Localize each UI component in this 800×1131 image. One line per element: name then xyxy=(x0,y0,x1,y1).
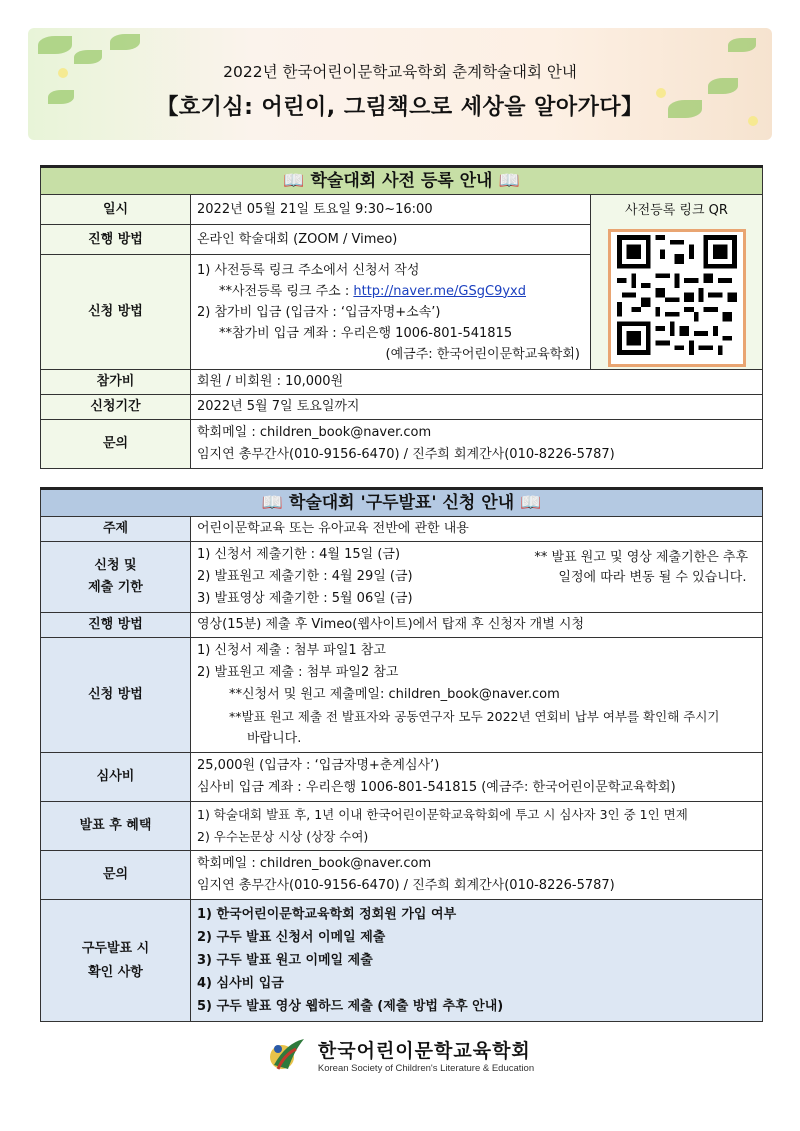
review-fee-label: 심사비 xyxy=(41,753,191,802)
deadline-label: 신청 및 제출 기한 xyxy=(41,542,191,613)
check-item: 1) 한국어린이문학교육학회 정회원 가입 여부 xyxy=(197,907,457,922)
presentation-apply-value: 1) 신청서 제출 : 첨부 파일1 참고 2) 발표원고 제출 : 첨부 파일2 참고 **신청서 및 원고 제출메일: children_book@naver.com **발표 원고 제출 전 발표자와 공동연구자 모두 2022년 연회비 납부 여부를 확인해 주시기 바랍니다. xyxy=(191,638,763,753)
check-list xyxy=(191,900,763,1022)
review-fee-value: 25,000원 (입금자 : ‘입금자명+춘계심사’) 심사비 입금 계좌 : 우리은행 1006-801-541815 (예금주: 한국어린이문학교육학회) xyxy=(191,753,763,802)
org-name-korean: 한국어린이문학교육학회 xyxy=(317,1040,531,1062)
mode-label: 진행 방법 xyxy=(41,225,191,255)
presentation-contact-label: 문의 xyxy=(41,851,191,900)
open-book-icon: 📖 xyxy=(283,171,305,191)
event-title: 【호기심: 어린이, 그림책으로 세상을 알아가다】 xyxy=(156,95,644,120)
presentation-heading: 📖 학술대회 '구두발표' 신청 안내 📖 xyxy=(41,489,763,517)
registration-heading: 📖 학술대회 사전 등록 안내 📖 xyxy=(41,167,763,195)
check-label: 구두발표 시 확인 사항 xyxy=(41,900,191,1022)
presentation-apply-label: 신청 방법 xyxy=(41,638,191,753)
check-item: 2) 구두 발표 신청서 이메일 제출 xyxy=(197,930,386,945)
check-item: 3) 구두 발표 원고 이메일 제출 xyxy=(197,953,373,968)
benefit-value: 1) 학술대회 발표 후, 1년 이내 한국어린이문학교육학회에 투고 시 심사자 3인 중 1인 면제 2) 우수논문상 시상 (상장 수여) xyxy=(191,802,763,851)
society-logo xyxy=(266,1035,534,1075)
leaf-decoration xyxy=(728,38,756,52)
period-value: 2022년 5월 7일 토요일까지 xyxy=(191,395,763,420)
event-subtitle: 2022년 한국어린이문학교육학회 춘계학술대회 안내 xyxy=(223,63,577,81)
check-item: 5) 구두 발표 영상 웹하드 제출 (제출 방법 추후 안내) xyxy=(197,999,504,1014)
mode-value: 온라인 학술대회 (ZOOM / Vimeo) xyxy=(191,225,591,255)
fee-label: 참가비 xyxy=(41,370,191,395)
org-name-english: Korean Society of Children's Literature & Education xyxy=(317,1063,535,1074)
deadline-list: 1) 신청서 제출기한 : 4월 15일 (금) 2) 발표원고 제출기한 : 4월 29일 (금) 3) 발표영상 제출기한 : 5월 06일 (금) xyxy=(197,547,413,606)
fee-value: 회원 / 비회원 : 10,000원 xyxy=(191,370,763,395)
topic-value: 어린이문학교육 또는 유아교육 전반에 관한 내용 xyxy=(191,517,763,542)
leaf-decoration xyxy=(38,36,72,54)
deadline-value xyxy=(191,542,763,613)
qr-label: 사전등록 링크 QR xyxy=(625,203,728,218)
contact-value: 학회메일 : children_book@naver.com 임지연 총무간사(010-9156-6470) / 진주희 회계간사(010-8226-5787) xyxy=(191,420,763,469)
check-item: 4) 심사비 입금 xyxy=(197,976,284,991)
presentation-mode-label: 진행 방법 xyxy=(41,613,191,638)
presentation-mode-value: 영상(15분) 제출 후 Vimeo(웹사이트)에서 탑재 후 신청자 개별 시청 xyxy=(191,613,763,638)
society-logo-icon xyxy=(266,1035,310,1075)
open-book-icon: 📖 xyxy=(261,493,283,513)
period-label: 신청기간 xyxy=(41,395,191,420)
footer xyxy=(0,1035,800,1079)
open-book-icon: 📖 xyxy=(498,171,520,191)
deadline-note: ** 발표 원고 및 영상 제출기한은 추후 일정에 따라 변동 될 수 있습니다. xyxy=(534,550,749,585)
leaf-decoration xyxy=(110,34,140,50)
open-book-icon: 📖 xyxy=(520,493,542,513)
date-label: 일시 xyxy=(41,195,191,225)
contact-label: 문의 xyxy=(41,420,191,469)
presentation-contact-value: 학회메일 : children_book@naver.com 임지연 총무간사(010-9156-6470) / 진주희 회계간사(010-8226-5787) xyxy=(191,851,763,900)
qr-panel xyxy=(591,195,763,370)
registration-link[interactable]: http://naver.me/GSgC9yxd xyxy=(353,283,526,299)
apply-label: 신청 방법 xyxy=(41,255,191,370)
qr-code-icon[interactable] xyxy=(608,229,746,367)
topic-label: 주제 xyxy=(41,517,191,542)
date-value: 2022년 05월 21일 토요일 9:30~16:00 xyxy=(191,195,591,225)
apply-method: 1) 사전등록 링크 주소에서 신청서 작성 **사전등록 링크 주소 : http://naver.me/GSgC9yxd 2) 참가비 입금 (입금자 : ‘입금자명+소속’) **참가비 입금 계좌 : 우리은행 1006-801-541815 (예금주: 한국어린이문학교육학회) xyxy=(191,255,591,370)
presentation-table xyxy=(40,487,763,1022)
header-banner xyxy=(28,28,772,140)
registration-table xyxy=(40,165,763,469)
benefit-label: 발표 후 혜택 xyxy=(41,802,191,851)
